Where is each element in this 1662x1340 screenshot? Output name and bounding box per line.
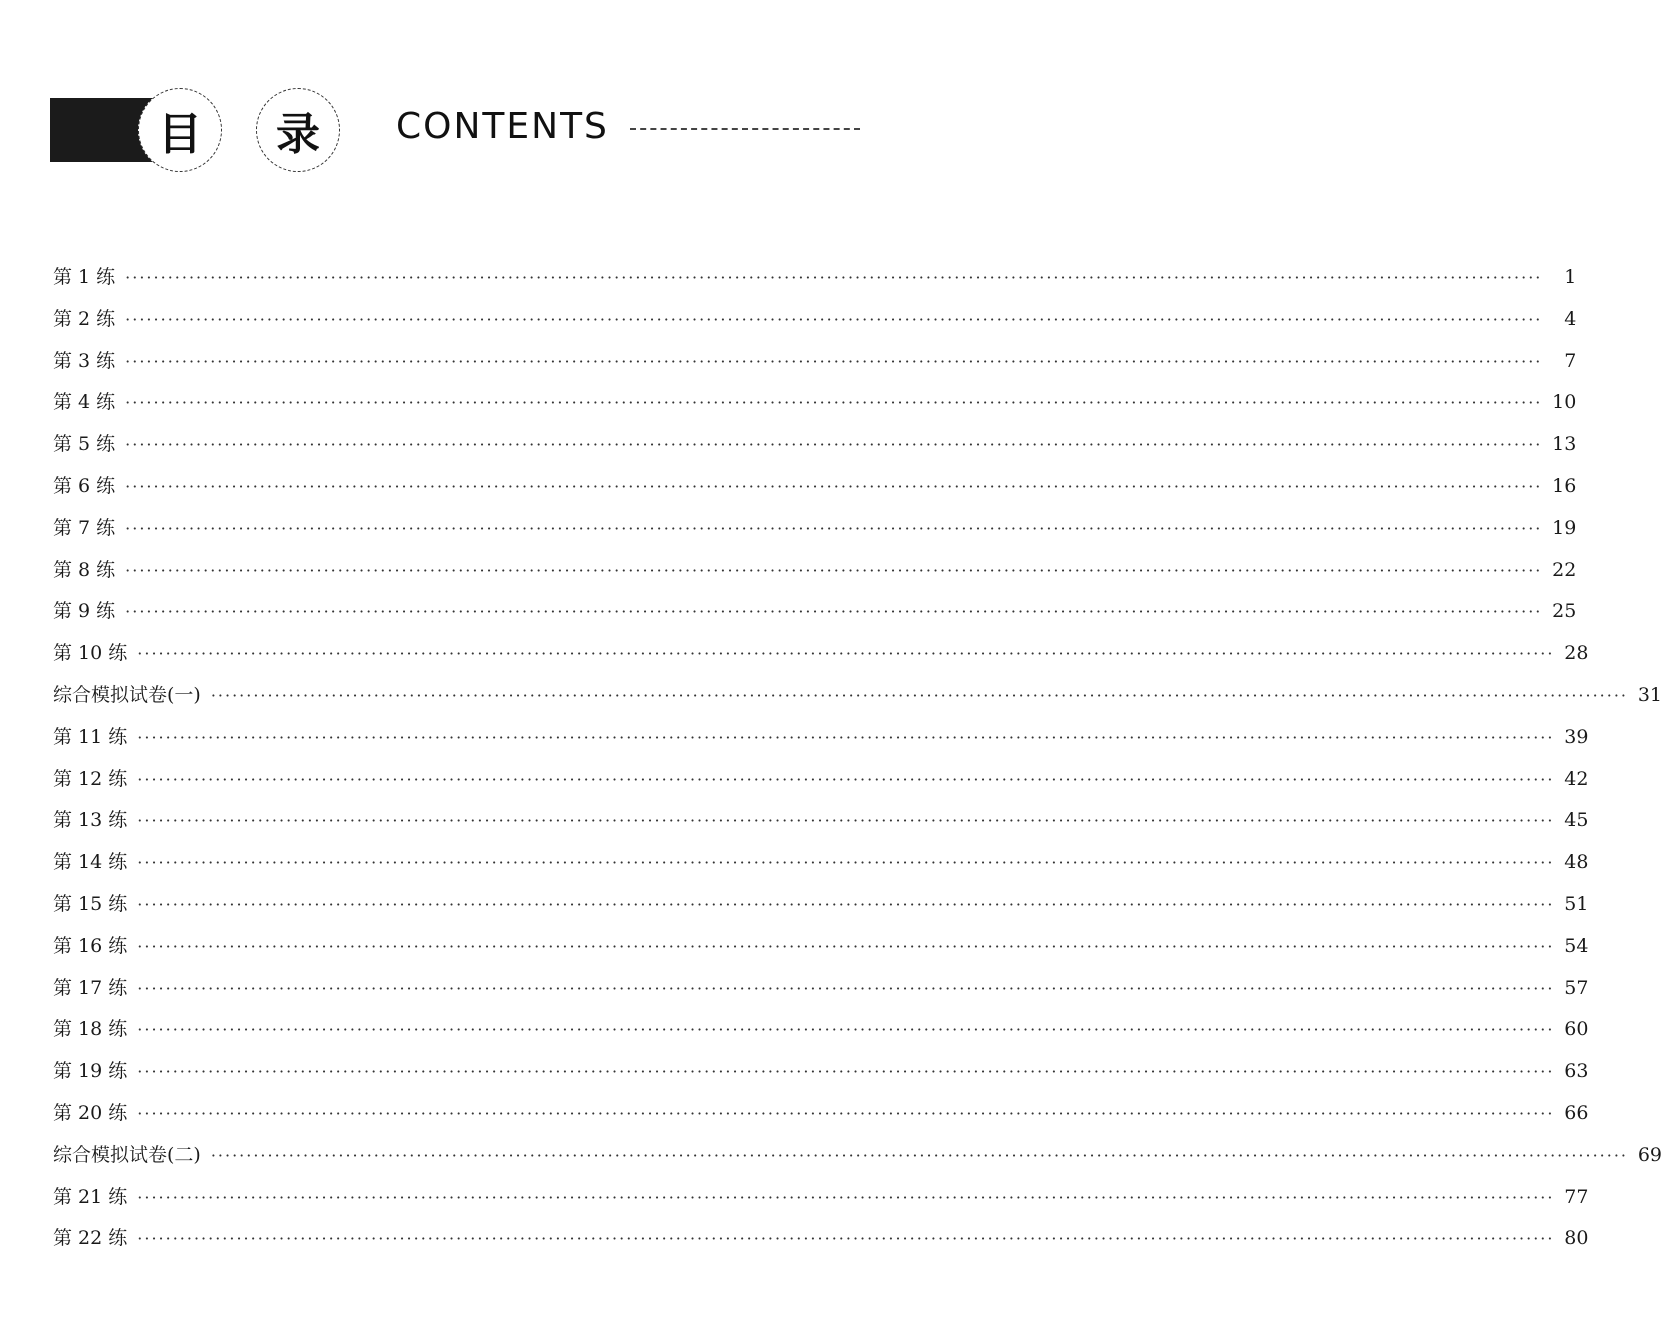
toc-entry[interactable] xyxy=(53,262,1577,304)
toc-entry-title: 第 18 练 xyxy=(53,1018,128,1041)
toc-entry[interactable] xyxy=(53,304,1577,346)
title-char-circle-mu xyxy=(138,88,222,172)
toc-dot-leader: ········································································································································································································ xyxy=(125,476,1543,496)
toc-entry[interactable] xyxy=(53,1223,1589,1265)
toc-dot-leader: ········································································································································································································ xyxy=(125,602,1543,622)
toc-dot-leader: ········································································································································································································ xyxy=(137,853,1555,873)
toc-dot-leader: ········································································································································································································ xyxy=(137,811,1555,831)
toc-header xyxy=(50,88,870,178)
toc-entry-title: 第 6 练 xyxy=(53,474,116,497)
toc-dot-leader: ········································································································································································································ xyxy=(137,769,1555,789)
toc-entry[interactable] xyxy=(53,764,1589,806)
toc-entry-page-number: 63 xyxy=(1564,1060,1589,1083)
toc-entry-title: 第 10 练 xyxy=(53,642,128,665)
toc-entry-page-number: 22 xyxy=(1552,558,1577,581)
toc-entry-title: 第 16 练 xyxy=(53,934,128,957)
title-char-circle-lu xyxy=(256,88,340,172)
contents-dashed-rule xyxy=(630,128,860,130)
toc-entry[interactable] xyxy=(53,680,1662,722)
toc-entry-title: 第 5 练 xyxy=(53,433,116,456)
toc-entry[interactable] xyxy=(53,387,1577,429)
title-char-mu: 目 xyxy=(158,109,202,160)
toc-entry-title: 第 20 练 xyxy=(53,1101,128,1124)
toc-entry-title: 第 7 练 xyxy=(53,516,116,539)
toc-entry-page-number: 42 xyxy=(1564,767,1589,790)
toc-entry-page-number: 16 xyxy=(1552,474,1577,497)
toc-entry-page-number: 4 xyxy=(1564,307,1577,330)
toc-dot-leader: ········································································································································································································ xyxy=(125,268,1543,287)
toc-entry-title: 第 15 练 xyxy=(53,892,128,915)
toc-entry-title: 第 4 练 xyxy=(53,391,116,414)
toc-dot-leader: ········································································································································································································ xyxy=(125,351,1543,371)
toc-entry[interactable] xyxy=(53,346,1577,388)
toc-dot-leader: ········································································································································································································ xyxy=(210,1145,1629,1165)
toc-dot-leader: ········································································································································································································ xyxy=(137,1187,1555,1207)
toc-entry-page-number: 69 xyxy=(1637,1143,1662,1166)
toc-entry[interactable] xyxy=(53,1182,1589,1224)
toc-entry[interactable] xyxy=(53,596,1577,638)
toc-dot-leader: ········································································································································································································ xyxy=(137,1229,1555,1249)
toc-entry[interactable] xyxy=(53,1056,1589,1098)
toc-entry-page-number: 60 xyxy=(1564,1018,1589,1041)
toc-entry[interactable] xyxy=(53,973,1589,1015)
toc-entry-page-number: 51 xyxy=(1564,892,1589,915)
toc-entry[interactable] xyxy=(53,429,1577,471)
toc-entry[interactable] xyxy=(53,555,1577,597)
toc-entry-page-number: 1 xyxy=(1564,266,1577,288)
toc-entry-title: 第 19 练 xyxy=(53,1060,128,1083)
toc-entry-page-number: 10 xyxy=(1552,391,1577,414)
toc-entry[interactable] xyxy=(53,471,1577,513)
toc-entry[interactable] xyxy=(53,931,1589,973)
toc-entry[interactable] xyxy=(53,805,1589,847)
toc-entry-title: 第 17 练 xyxy=(53,976,128,999)
toc-dot-leader: ········································································································································································································ xyxy=(137,1020,1555,1040)
toc-entry-page-number: 77 xyxy=(1564,1185,1589,1208)
toc-entry-page-number: 7 xyxy=(1564,349,1577,372)
toc-entry[interactable] xyxy=(53,1098,1589,1140)
toc-dot-leader: ········································································································································································································ xyxy=(137,936,1555,956)
toc-entry[interactable] xyxy=(53,722,1589,764)
toc-entry-page-number: 39 xyxy=(1564,725,1589,748)
toc-dot-leader: ········································································································································································································ xyxy=(125,393,1543,413)
toc-entry-title: 综合模拟试卷(二) xyxy=(53,1143,201,1166)
contents-heading: CONTENTS xyxy=(396,106,609,147)
toc-dot-leader: ········································································································································································································ xyxy=(137,1103,1555,1123)
toc-dot-leader: ········································································································································································································ xyxy=(210,685,1629,705)
toc-dot-leader: ········································································································································································································ xyxy=(137,1062,1555,1082)
toc-entry-title: 综合模拟试卷(一) xyxy=(53,683,201,706)
toc-entry[interactable] xyxy=(53,889,1589,931)
toc-entry-title: 第 22 练 xyxy=(53,1227,128,1250)
toc-entry[interactable] xyxy=(53,638,1589,680)
table-of-contents xyxy=(53,262,1662,1265)
toc-entry-title: 第 14 练 xyxy=(53,851,128,874)
toc-entry-title: 第 11 练 xyxy=(53,725,128,748)
toc-entry-page-number: 57 xyxy=(1564,976,1589,999)
toc-entry[interactable] xyxy=(53,1014,1589,1056)
toc-dot-leader: ········································································································································································································ xyxy=(137,644,1555,664)
toc-dot-leader: ········································································································································································································ xyxy=(137,978,1555,998)
toc-entry-page-number: 19 xyxy=(1552,516,1577,539)
toc-entry[interactable] xyxy=(53,847,1589,889)
toc-dot-leader: ········································································································································································································ xyxy=(137,727,1555,747)
toc-entry-page-number: 66 xyxy=(1564,1101,1589,1124)
toc-dot-leader: ········································································································································································································ xyxy=(125,518,1543,538)
title-char-lu: 录 xyxy=(276,109,320,160)
toc-entry-page-number: 28 xyxy=(1564,642,1589,665)
toc-entry-title: 第 21 练 xyxy=(53,1185,128,1208)
toc-entry-page-number: 45 xyxy=(1564,809,1589,832)
toc-entry-page-number: 80 xyxy=(1564,1227,1589,1250)
toc-dot-leader: ········································································································································································································ xyxy=(125,309,1543,329)
toc-entry-title: 第 12 练 xyxy=(53,767,128,790)
toc-entry-title: 第 3 练 xyxy=(53,349,116,372)
toc-dot-leader: ········································································································································································································ xyxy=(125,560,1543,580)
toc-entry-title: 第 2 练 xyxy=(53,307,116,330)
toc-entry-title: 第 13 练 xyxy=(53,809,128,832)
toc-dot-leader: ········································································································································································································ xyxy=(137,894,1555,914)
toc-entry[interactable] xyxy=(53,513,1577,555)
toc-entry-title: 第 9 练 xyxy=(53,600,116,623)
toc-entry-page-number: 25 xyxy=(1552,600,1577,623)
toc-entry-title: 第 8 练 xyxy=(53,558,116,581)
toc-entry-title: 第 1 练 xyxy=(53,266,116,288)
toc-entry-page-number: 54 xyxy=(1564,934,1589,957)
toc-entry-page-number: 31 xyxy=(1637,683,1662,706)
toc-entry[interactable] xyxy=(53,1140,1662,1182)
toc-entry-page-number: 13 xyxy=(1552,433,1577,456)
toc-dot-leader: ········································································································································································································ xyxy=(125,435,1543,455)
toc-entry-page-number: 48 xyxy=(1564,851,1589,874)
